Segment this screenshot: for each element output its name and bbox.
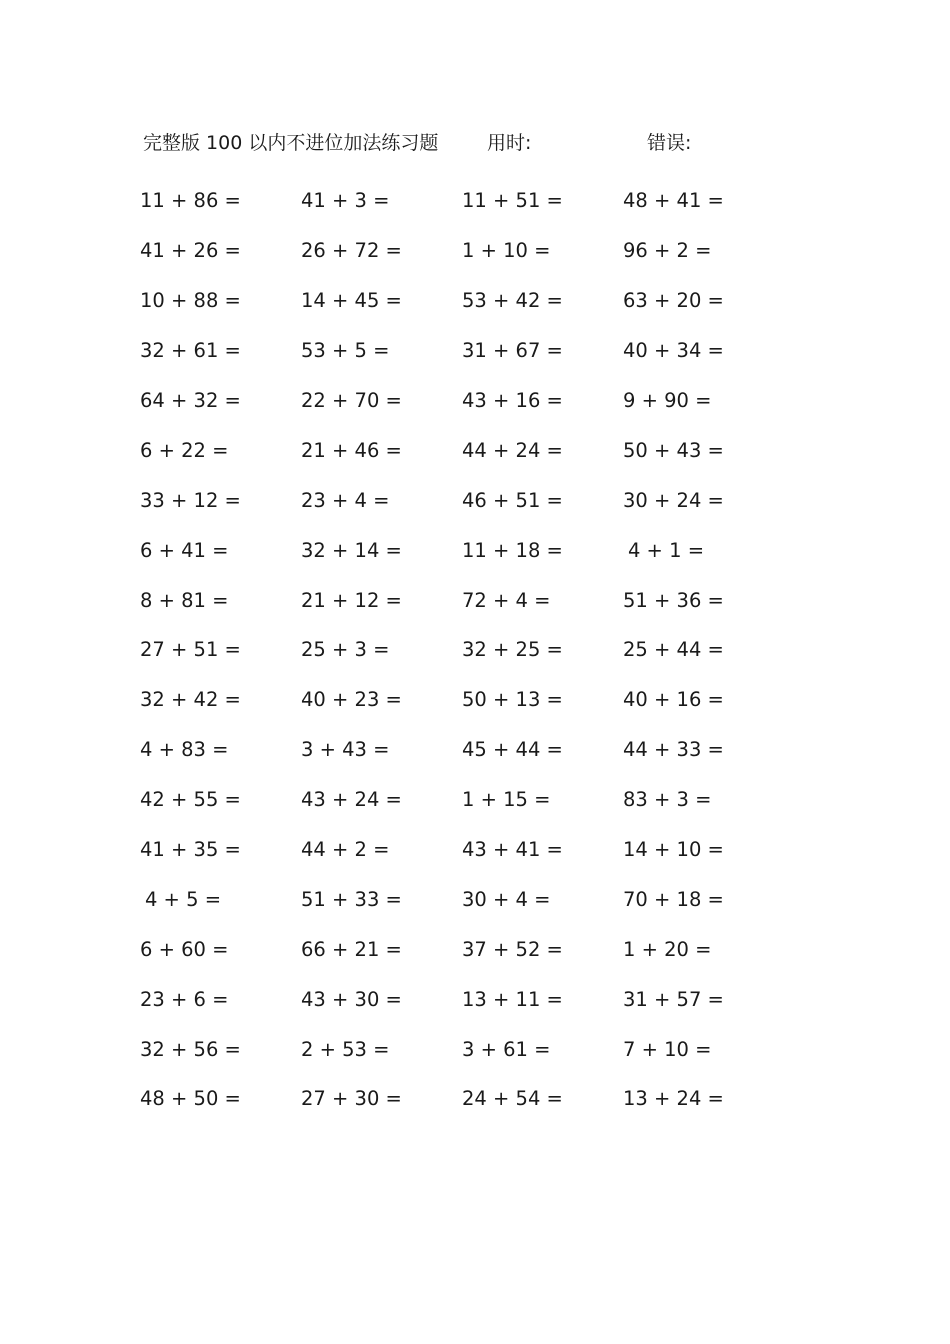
problem-expression: 43 + 24 = — [301, 788, 402, 812]
problem-expression: 14 + 10 = — [623, 838, 724, 862]
addition-problem — [140, 838, 301, 861]
problem-expression: 6 + 22 = — [140, 438, 229, 462]
addition-problem — [462, 439, 623, 462]
problem-expression: 1 + 10 = — [462, 239, 551, 263]
problem-expression: 27 + 51 = — [140, 638, 241, 662]
addition-problem — [140, 289, 301, 312]
problem-expression: 31 + 57 = — [623, 987, 724, 1011]
addition-problem — [140, 688, 301, 711]
problem-expression: 11 + 18 = — [462, 538, 563, 562]
addition-problem — [301, 289, 462, 312]
problem-expression: 27 + 30 = — [301, 1087, 402, 1111]
problem-expression: 2 + 53 = — [301, 1037, 390, 1061]
problem-row — [140, 1024, 860, 1074]
addition-problem — [462, 539, 623, 562]
addition-problem — [462, 489, 623, 512]
problem-expression: 44 + 2 = — [301, 838, 390, 862]
problem-expression: 6 + 60 = — [140, 937, 229, 961]
problem-expression: 26 + 72 = — [301, 239, 402, 263]
addition-problem — [140, 1038, 301, 1061]
problem-expression: 23 + 4 = — [301, 488, 390, 512]
addition-problem — [462, 938, 623, 961]
addition-problem — [140, 389, 301, 412]
problem-expression: 44 + 24 = — [462, 438, 563, 462]
addition-problem — [301, 738, 462, 761]
problem-row — [140, 326, 860, 376]
worksheet-header — [0, 128, 950, 158]
addition-problem — [462, 289, 623, 312]
problem-expression: 50 + 43 = — [623, 438, 724, 462]
problem-expression: 21 + 12 = — [301, 588, 402, 612]
problem-expression: 43 + 16 = — [462, 389, 563, 412]
addition-problem — [623, 339, 784, 362]
problem-expression: 43 + 30 = — [301, 987, 402, 1011]
addition-problem — [462, 888, 623, 911]
addition-problem — [623, 688, 784, 711]
problem-expression: 70 + 18 = — [623, 887, 724, 911]
problem-expression: 48 + 41 = — [623, 189, 724, 213]
addition-problem — [623, 788, 784, 811]
addition-problem — [462, 589, 623, 612]
addition-problem — [623, 888, 784, 911]
addition-problem — [462, 239, 623, 262]
addition-problem — [623, 539, 784, 562]
addition-problem — [140, 539, 301, 562]
addition-problem — [140, 938, 301, 961]
addition-problem — [462, 189, 623, 212]
problem-expression: 40 + 16 = — [623, 688, 724, 712]
problem-expression: 22 + 70 = — [301, 389, 402, 412]
addition-problem — [623, 838, 784, 861]
problem-expression: 48 + 50 = — [140, 1087, 241, 1111]
problem-row — [140, 176, 860, 226]
problem-expression: 13 + 11 = — [462, 987, 563, 1011]
addition-problem — [623, 389, 784, 412]
addition-problem — [301, 938, 462, 961]
addition-problem — [301, 189, 462, 212]
problem-expression: 41 + 26 = — [140, 239, 241, 263]
problem-expression: 14 + 45 = — [301, 289, 402, 313]
problem-expression: 41 + 3 = — [301, 189, 390, 213]
problem-expression: 43 + 41 = — [462, 838, 563, 862]
addition-problem — [301, 389, 462, 412]
problem-expression: 1 + 15 = — [462, 788, 551, 812]
problem-row — [140, 525, 860, 575]
addition-problem — [462, 688, 623, 711]
problem-expression: 53 + 5 = — [301, 339, 390, 363]
problem-expression: 64 + 32 = — [140, 389, 241, 412]
problem-expression: 72 + 4 = — [462, 588, 551, 612]
problem-row — [140, 775, 860, 825]
problem-expression: 32 + 61 = — [140, 339, 241, 363]
addition-problem — [462, 788, 623, 811]
problem-row — [140, 625, 860, 675]
problem-expression: 4 + 1 = — [627, 538, 705, 562]
problem-expression: 44 + 33 = — [623, 738, 724, 762]
addition-problem — [140, 189, 301, 212]
addition-problem — [301, 1038, 462, 1061]
problem-expression: 32 + 42 = — [140, 688, 241, 712]
problem-row — [140, 276, 860, 326]
addition-problem — [301, 788, 462, 811]
addition-problem — [623, 189, 784, 212]
addition-problem — [301, 339, 462, 362]
addition-problem — [623, 289, 784, 312]
addition-problem — [623, 589, 784, 612]
addition-problem — [140, 339, 301, 362]
problem-expression: 23 + 6 = — [140, 987, 229, 1011]
problem-row — [140, 825, 860, 875]
addition-problem — [140, 638, 301, 661]
addition-problem — [140, 239, 301, 262]
addition-problem — [301, 838, 462, 861]
problem-expression: 41 + 35 = — [140, 838, 241, 862]
addition-problem — [301, 589, 462, 612]
addition-problem — [301, 988, 462, 1011]
addition-problem — [301, 888, 462, 911]
problem-expression: 46 + 51 = — [462, 488, 563, 512]
problem-expression: 24 + 54 = — [462, 1087, 563, 1111]
problem-row — [140, 974, 860, 1024]
problem-expression: 32 + 14 = — [301, 538, 402, 562]
problem-row — [140, 475, 860, 525]
problem-expression: 9 + 90 = — [623, 389, 712, 412]
problem-expression: 42 + 55 = — [140, 788, 241, 812]
addition-problem — [623, 439, 784, 462]
addition-problem — [301, 439, 462, 462]
problem-row — [140, 425, 860, 475]
addition-problem — [623, 489, 784, 512]
addition-problem — [140, 988, 301, 1011]
problem-expression: 83 + 3 = — [623, 788, 712, 812]
problem-expression: 51 + 33 = — [301, 887, 402, 911]
addition-problem — [301, 239, 462, 262]
problem-expression: 37 + 52 = — [462, 937, 563, 961]
problem-row — [140, 575, 860, 625]
addition-problem — [140, 888, 301, 911]
addition-problem — [623, 938, 784, 961]
problem-expression: 7 + 10 = — [623, 1037, 712, 1061]
addition-problem — [140, 738, 301, 761]
addition-problem — [462, 638, 623, 661]
addition-problem — [623, 988, 784, 1011]
addition-problem — [623, 638, 784, 661]
problem-row — [140, 376, 860, 426]
problem-expression: 45 + 44 = — [462, 738, 563, 762]
problem-expression: 10 + 88 = — [140, 289, 241, 313]
addition-problem — [462, 988, 623, 1011]
addition-problem — [140, 589, 301, 612]
addition-problem — [623, 1038, 784, 1061]
addition-problem — [623, 239, 784, 262]
addition-problem — [301, 539, 462, 562]
problem-expression: 33 + 12 = — [140, 488, 241, 512]
problem-expression: 3 + 43 = — [301, 738, 390, 762]
addition-problem — [462, 339, 623, 362]
problem-expression: 8 + 81 = — [140, 588, 229, 612]
problem-expression: 6 + 41 = — [140, 538, 229, 562]
addition-problem — [462, 389, 623, 412]
addition-problem — [301, 489, 462, 512]
addition-problem — [140, 489, 301, 512]
problem-expression: 31 + 67 = — [462, 339, 563, 363]
problem-expression: 4 + 5 = — [144, 887, 222, 911]
problem-expression: 53 + 42 = — [462, 289, 563, 313]
problem-expression: 25 + 3 = — [301, 638, 390, 662]
problem-row — [140, 924, 860, 974]
addition-problem — [140, 788, 301, 811]
addition-problem — [301, 638, 462, 661]
addition-problem — [301, 1087, 462, 1110]
addition-problem — [462, 1087, 623, 1110]
addition-problem — [462, 738, 623, 761]
addition-problem — [462, 838, 623, 861]
error-count-label: 错误: — [647, 132, 692, 154]
problem-expression: 11 + 86 = — [140, 189, 241, 213]
problem-grid — [140, 176, 860, 1124]
problem-expression: 3 + 61 = — [462, 1037, 551, 1061]
problem-expression: 50 + 13 = — [462, 688, 563, 712]
problem-expression: 30 + 4 = — [462, 887, 551, 911]
problem-expression: 13 + 24 = — [623, 1087, 724, 1111]
time-used-label: 用时: — [487, 132, 532, 154]
problem-expression: 40 + 23 = — [301, 688, 402, 712]
problem-expression: 96 + 2 = — [623, 239, 712, 263]
problem-expression: 40 + 34 = — [623, 339, 724, 363]
addition-problem — [462, 1038, 623, 1061]
problem-expression: 1 + 20 = — [623, 937, 712, 961]
worksheet-title: 完整版 100 以内不进位加法练习题 — [143, 132, 439, 154]
problem-expression: 51 + 36 = — [623, 588, 724, 612]
problem-row — [140, 725, 860, 775]
addition-problem — [623, 1087, 784, 1110]
problem-row — [140, 226, 860, 276]
addition-problem — [140, 1087, 301, 1110]
problem-expression: 32 + 25 = — [462, 638, 563, 662]
problem-expression: 25 + 44 = — [623, 638, 724, 662]
problem-row — [140, 874, 860, 924]
problem-expression: 11 + 51 = — [462, 189, 563, 213]
problem-expression: 63 + 20 = — [623, 289, 724, 313]
addition-problem — [140, 439, 301, 462]
addition-problem — [301, 688, 462, 711]
problem-expression: 4 + 83 = — [140, 738, 229, 762]
problem-row — [140, 675, 860, 725]
problem-expression: 30 + 24 = — [623, 488, 724, 512]
problem-expression: 32 + 56 = — [140, 1037, 241, 1061]
problem-expression: 21 + 46 = — [301, 438, 402, 462]
problem-row — [140, 1074, 860, 1124]
problem-expression: 66 + 21 = — [301, 937, 402, 961]
addition-problem — [623, 738, 784, 761]
